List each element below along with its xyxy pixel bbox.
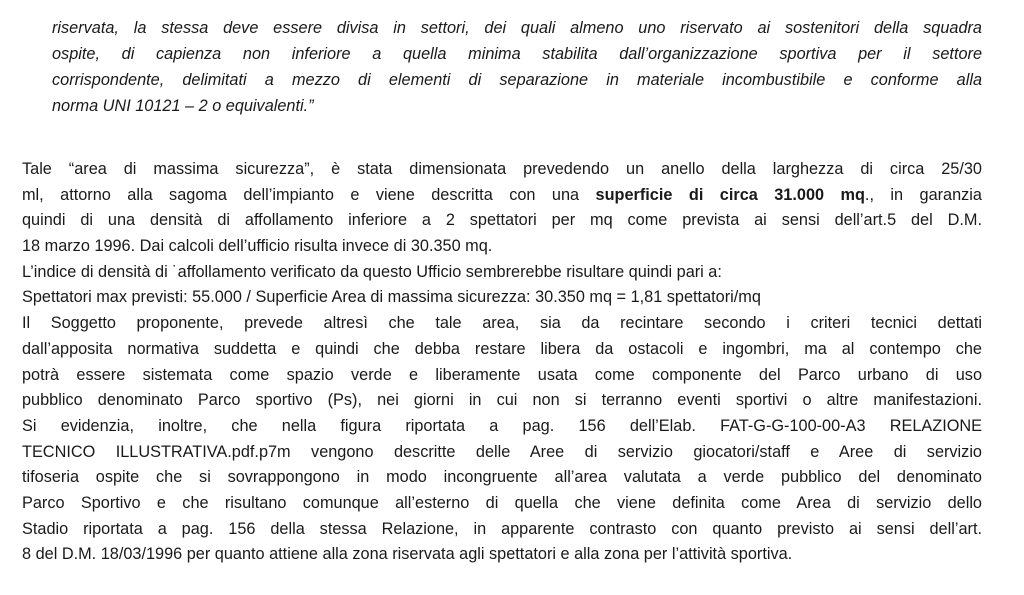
paragraph-line: quindi di una densità di affollamento inferiore a 2 spettatori per mq come prevista ai sensi dell’art.5 del D.M. bbox=[22, 211, 982, 230]
quote-line: norma UNI 10121 – 2 o equivalenti.” bbox=[52, 97, 314, 115]
text-run: ml, attorno alla sagoma dell’impianto e viene descritta con una bbox=[22, 185, 596, 204]
paragraph-line: L’indice di densità di ˙affollamento verificato da questo Ufficio sembrerebbe risultare quindi pari a: bbox=[22, 262, 722, 281]
paragraph-line: pubblico denominato Parco sportivo (Ps), nei giorni in cui non si terranno eventi sportivi o altre manifestazioni. bbox=[22, 391, 982, 410]
paragraph-line: Spettatori max previsti: 55.000 / Superficie Area di massima sicurezza: 30.350 mq = 1,81 spettatori/mq bbox=[22, 288, 761, 307]
quoted-regulation-text bbox=[52, 15, 982, 119]
quote-line: riservata, la stessa deve essere divisa in settori, dei quali almeno uno riservato ai sostenitori della squadra bbox=[52, 19, 982, 37]
paragraph-line: dall’apposita normativa suddetta e quindi che debba restare libera da ostacoli e ingombri, ma al contempo che bbox=[22, 339, 982, 358]
quote-line: corrispondente, delimitati a mezzo di elementi di separazione in materiale incombustibile e conforme alla bbox=[52, 71, 982, 89]
quote-line: ospite, di capienza non inferiore a quella minima stabilita dall’organizzazione sportiva per il settore bbox=[52, 45, 982, 63]
body-text bbox=[22, 157, 982, 568]
paragraph-line bbox=[22, 183, 982, 209]
paragraph-line: potrà essere sistemata come spazio verde e liberamente usata come componente del Parco urbano di uso bbox=[22, 365, 982, 384]
paragraph-line: 18 marzo 1996. Dai calcoli dell’ufficio risulta invece di 30.350 mq. bbox=[22, 237, 493, 256]
paragraph-line: TECNICO ILLUSTRATIVA.pdf.p7m vengono descritte delle Aree di servizio giocatori/staff e Aree di servizio bbox=[22, 442, 982, 461]
paragraph-line: Stadio riportata a pag. 156 della stessa Relazione, in apparente contrasto con quanto previsto ai sensi dell’art. bbox=[22, 519, 982, 538]
paragraph-line: Si evidenzia, inoltre, che nella figura riportata a pag. 156 dell’Elab. FAT-G-G-100-00-A3 RELAZIONE bbox=[22, 416, 982, 435]
paragraph-line: 8 del D.M. 18/03/1996 per quanto attiene alla zona riservata agli spettatori e alla zona per l’attività sportiva. bbox=[22, 545, 793, 564]
paragraph-line: Tale “area di massima sicurezza”, è stata dimensionata prevedendo un anello della larghezza di circa 25/30 bbox=[22, 160, 982, 178]
paragraph-line: Il Soggetto proponente, prevede altresì che tale area, sia da recintare secondo i criteri tecnici dettati bbox=[22, 314, 982, 333]
text-run: ., in garanzia bbox=[864, 185, 982, 204]
paragraph-line: tifoseria ospite che si sovrappongono in modo incongruente all’area valutata a verde pubblico del denominato bbox=[22, 468, 982, 487]
bold-surface-area: superficie di circa 31.000 mq bbox=[595, 185, 865, 204]
paragraph-line: Parco Sportivo e che risultano comunque all’esterno di quella che viene definita come Area di servizio dello bbox=[22, 493, 982, 512]
